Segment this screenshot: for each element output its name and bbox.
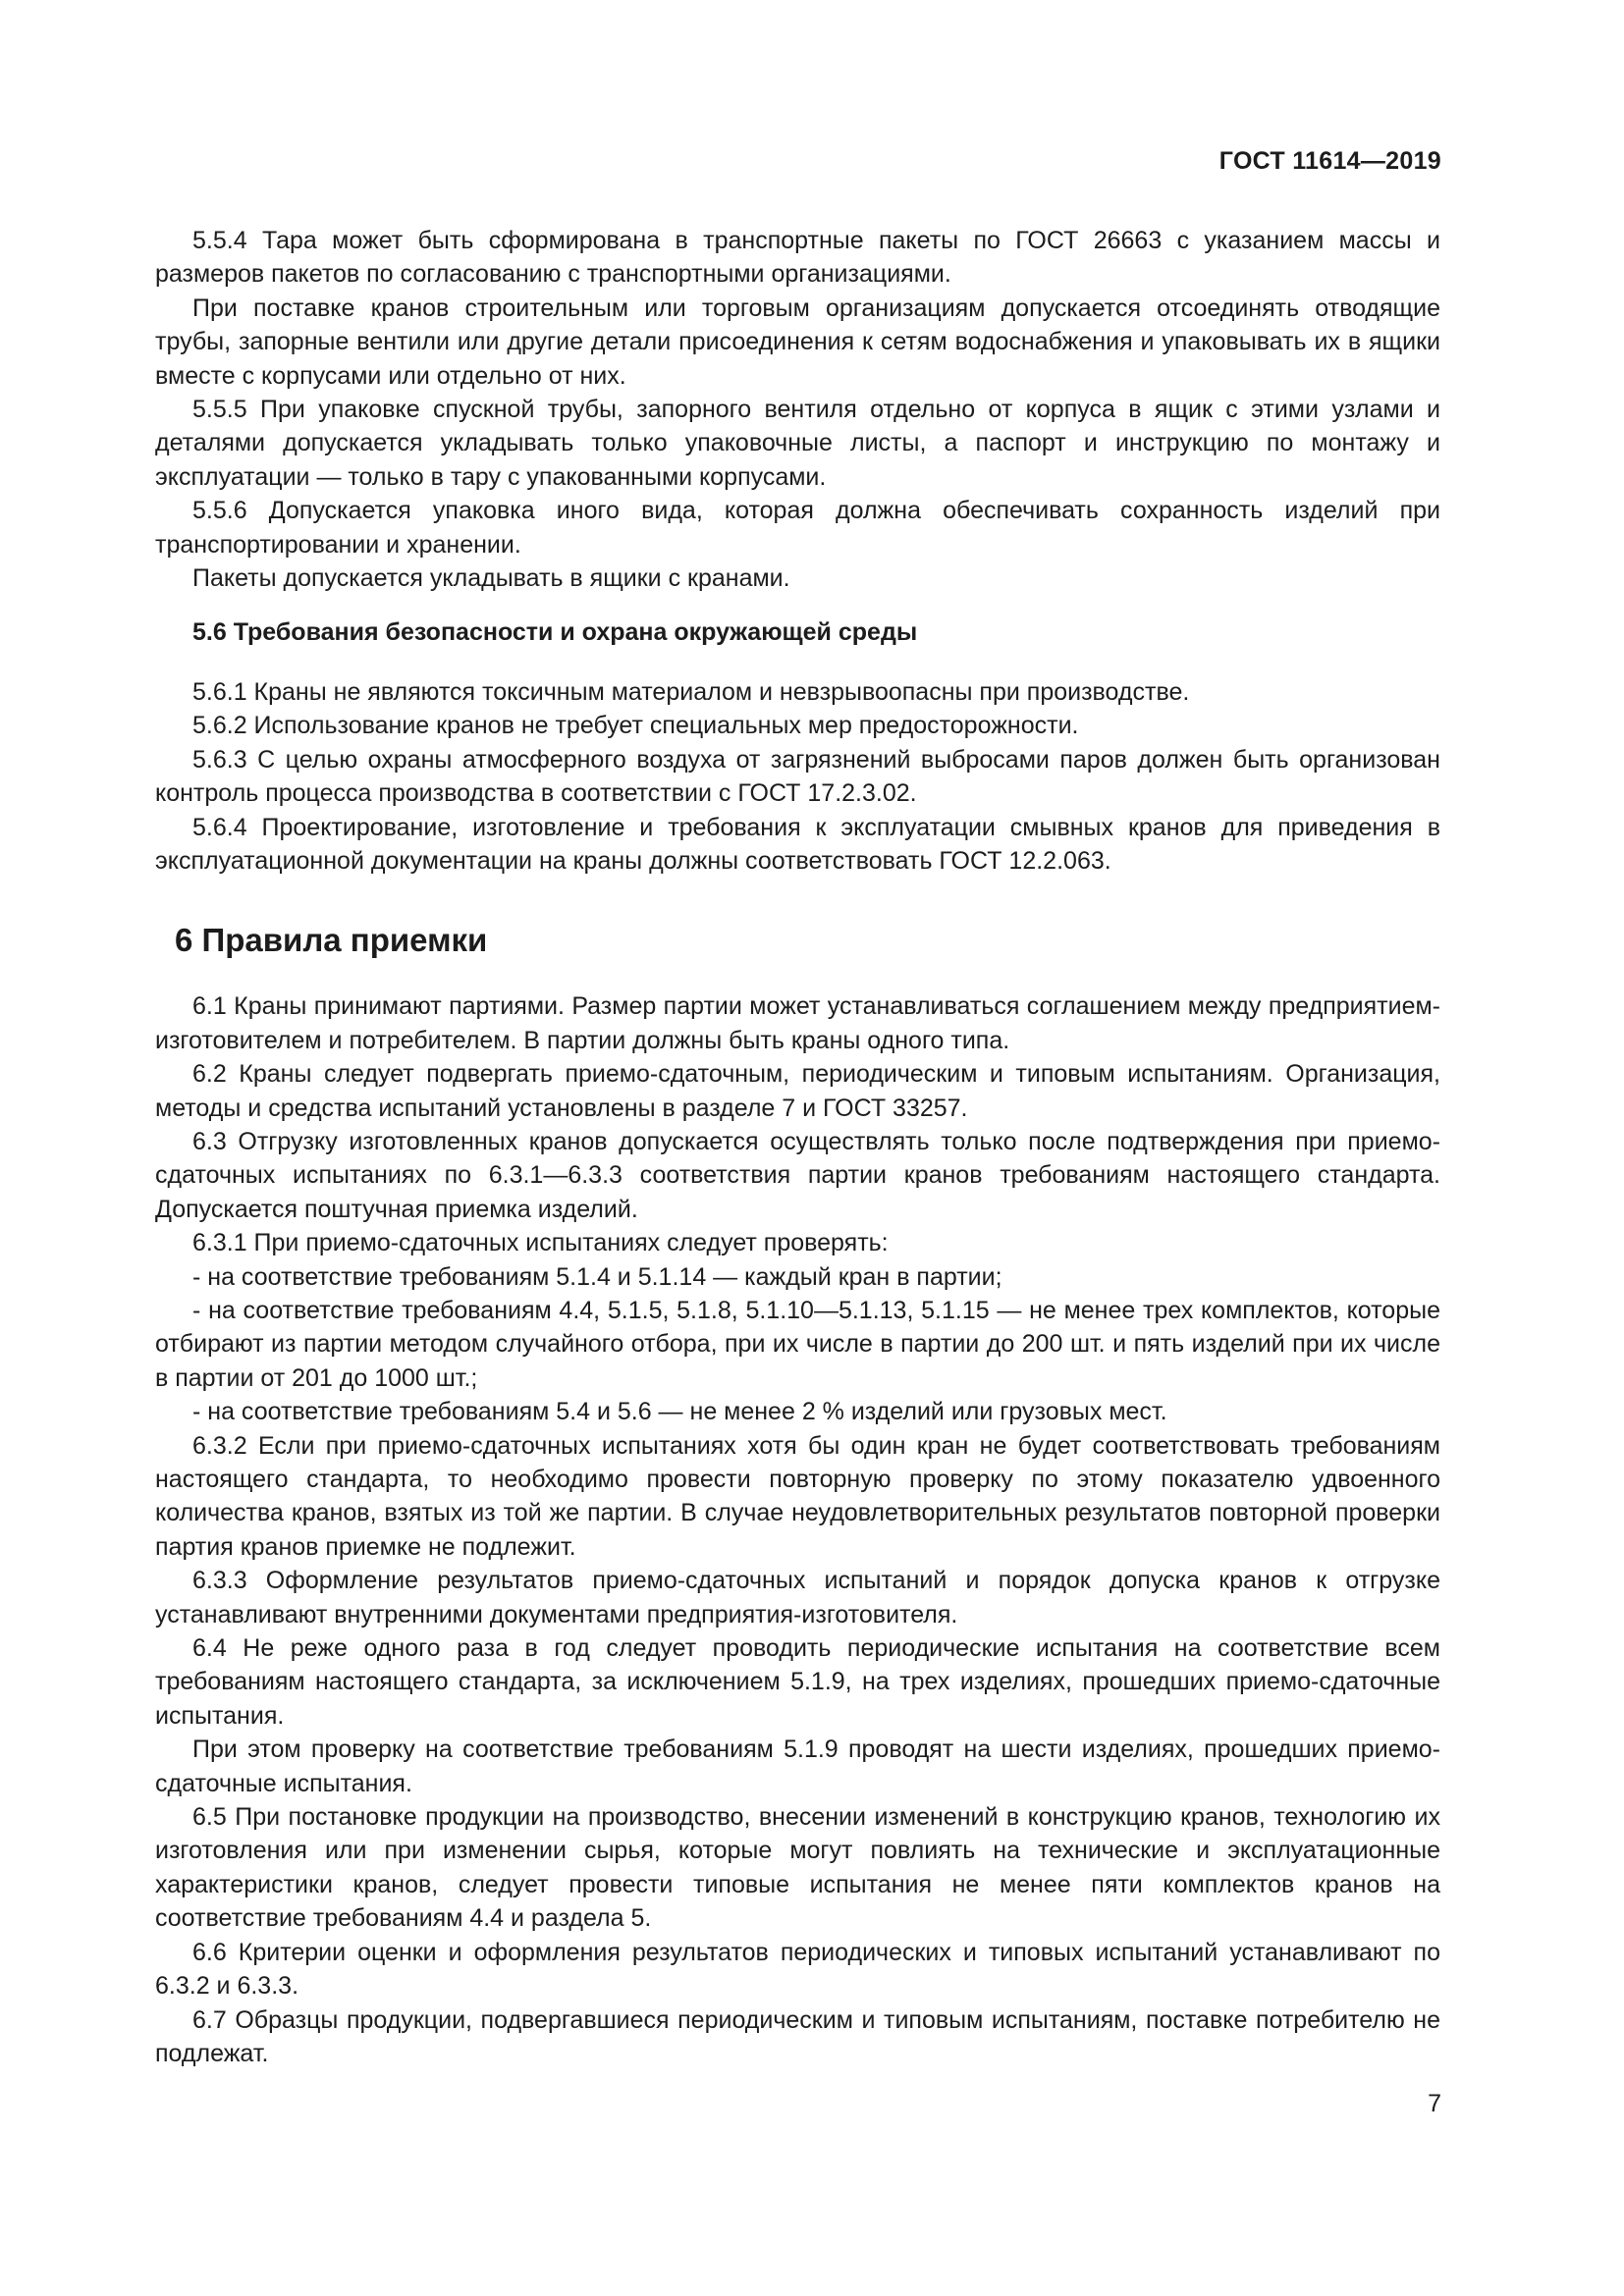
list-item-6-3-1-c: - на соответствие требованиям 5.4 и 5.6 — не менее 2 % изделий или грузовых мест. (192, 1398, 1167, 1426)
paragraph-5-6-3: 5.6.3 С целью охраны атмосферного воздуха от загрязнений выбросами паров должен быть организован контроль процесса производства в соответствии с ГОСТ 17.2.3.02. (155, 745, 1440, 808)
paragraph-6-3-3: 6.3.3 Оформление результатов приемо-сдаточных испытаний и порядок допуска кранов к отгрузке устанавливают внутренними документами предприятия-изготовителя. (155, 1567, 1440, 1629)
paragraph-5-6-1: 5.6.1 Краны не являются токсичным материалом и невзрывоопасны при производстве. (192, 677, 1190, 706)
paragraph-delivery-note: При поставке кранов строительным или торговым организациям допускается отсоединять отводящие трубы, запорные вентили или другие детали присоединения к сетям водоснабжения и упаковывать их в ящики вместе с корпусами или отдельно от них. (155, 294, 1440, 390)
paragraph-6-4: 6.4 Не реже одного раза в год следует проводить периодические испытания на соответствие всем требованиям настоящего стандарта, за исключением 5.1.9, на трех изделиях, прошедших приемо-сдаточные испытания. (155, 1634, 1440, 1730)
paragraph-6-4-note: При этом проверку на соответствие требованиям 5.1.9 проводят на шести изделиях, прошедших приемо-сдаточные испытания. (155, 1735, 1440, 1797)
paragraph-5-5-4: 5.5.4 Тара может быть сформирована в транспортные пакеты по ГОСТ 26663 с указанием массы и размеров пакетов по согласованию с транспортными организациями. (155, 227, 1440, 289)
list-item-6-3-1-b: - на соответствие требованиям 4.4, 5.1.5, 5.1.8, 5.1.10—5.1.13, 5.1.15 — не менее трех комплектов, которые отбирают из партии методом случайного отбора, при их числе в партии до 200 шт. и пять изделий при их числе в партии от 201 до 1000 шт.; (155, 1296, 1440, 1392)
paragraph-6-6: 6.6 Критерии оценки и оформления результатов периодических и типовых испытаний устанавливают по 6.3.2 и 6.3.3. (155, 1938, 1440, 2001)
paragraph-5-5-5: 5.5.5 При упаковке спускной трубы, запорного вентиля отдельно от корпуса в ящик с этими узлами и деталями допускается укладывать только упаковочные листы, а паспорт и инструкцию по монтажу и эксплуатации — только в тару с упакованными корпусами. (155, 396, 1440, 491)
paragraph-6-3-2: 6.3.2 Если при приемо-сдаточных испытаниях хотя бы один кран не будет соответствовать требованиям настоящего стандарта, то необходимо провести повторную проверку по этому показателю удвоенного количества кранов, взятых из той же партии. В случае неудовлетворительных результатов повторной проверки партия кранов приемке не подлежит. (155, 1431, 1440, 1561)
standard-header: ГОСТ 11614—2019 (1218, 147, 1441, 175)
paragraph-6-3: 6.3 Отгрузку изготовленных кранов допускается осуществлять только после подтверждения при приемо-сдаточных испытаниях по 6.3.1—6.3.3 соответствия партии кранов требованиям настоящего стандарта. Допускается поштучная приемка изделий. (155, 1127, 1440, 1223)
subsection-title-5-6: 5.6 Требования безопасности и охрана окружающей среды (192, 618, 918, 647)
paragraph-6-1: 6.1 Краны принимают партиями. Размер партии может устанавливаться соглашением между предприятием-изготовителем и потребителем. В партии должны быть краны одного типа. (155, 992, 1440, 1054)
paragraph-6-5: 6.5 При постановке продукции на производство, внесении изменений в конструкцию кранов, технологию их изготовления или при изменении сырья, которые могут повлиять на технические и эксплуатационные характеристики кранов, следует провести типовые испытания не менее пяти комплектов кранов на соответствие требованиям 4.4 и раздела 5. (155, 1803, 1440, 1933)
paragraph-5-6-2: 5.6.2 Использование кранов не требует специальных мер предосторожности. (192, 712, 1079, 740)
document-body (155, 224, 1440, 2070)
page-number: 7 (1428, 2090, 1441, 2117)
section-title-6: 6 Правила приемки (175, 922, 488, 959)
paragraph-packages-note: Пакеты допускается укладывать в ящики с кранами. (192, 564, 790, 593)
paragraph-5-5-6: 5.5.6 Допускается упаковка иного вида, которая должна обеспечивать сохранность изделий при транспортировании и хранении. (155, 497, 1440, 559)
paragraph-6-2: 6.2 Краны следует подвергать приемо-сдаточным, периодическим и типовым испытаниям. Организация, методы и средства испытаний установлены в разделе 7 и ГОСТ 33257. (155, 1060, 1440, 1122)
paragraph-6-3-1: 6.3.1 При приемо-сдаточных испытаниях следует проверять: (192, 1229, 889, 1257)
paragraph-5-6-4: 5.6.4 Проектирование, изготовление и требования к эксплуатации смывных кранов для приведения в эксплуатационной документации на краны должны соответствовать ГОСТ 12.2.063. (155, 813, 1440, 875)
paragraph-6-7: 6.7 Образцы продукции, подвергавшиеся периодическим и типовым испытаниям, поставке потребителю не подлежат. (155, 2005, 1440, 2067)
list-item-6-3-1-a: - на соответствие требованиям 5.1.4 и 5.1.14 — каждый кран в партии; (192, 1262, 1002, 1291)
